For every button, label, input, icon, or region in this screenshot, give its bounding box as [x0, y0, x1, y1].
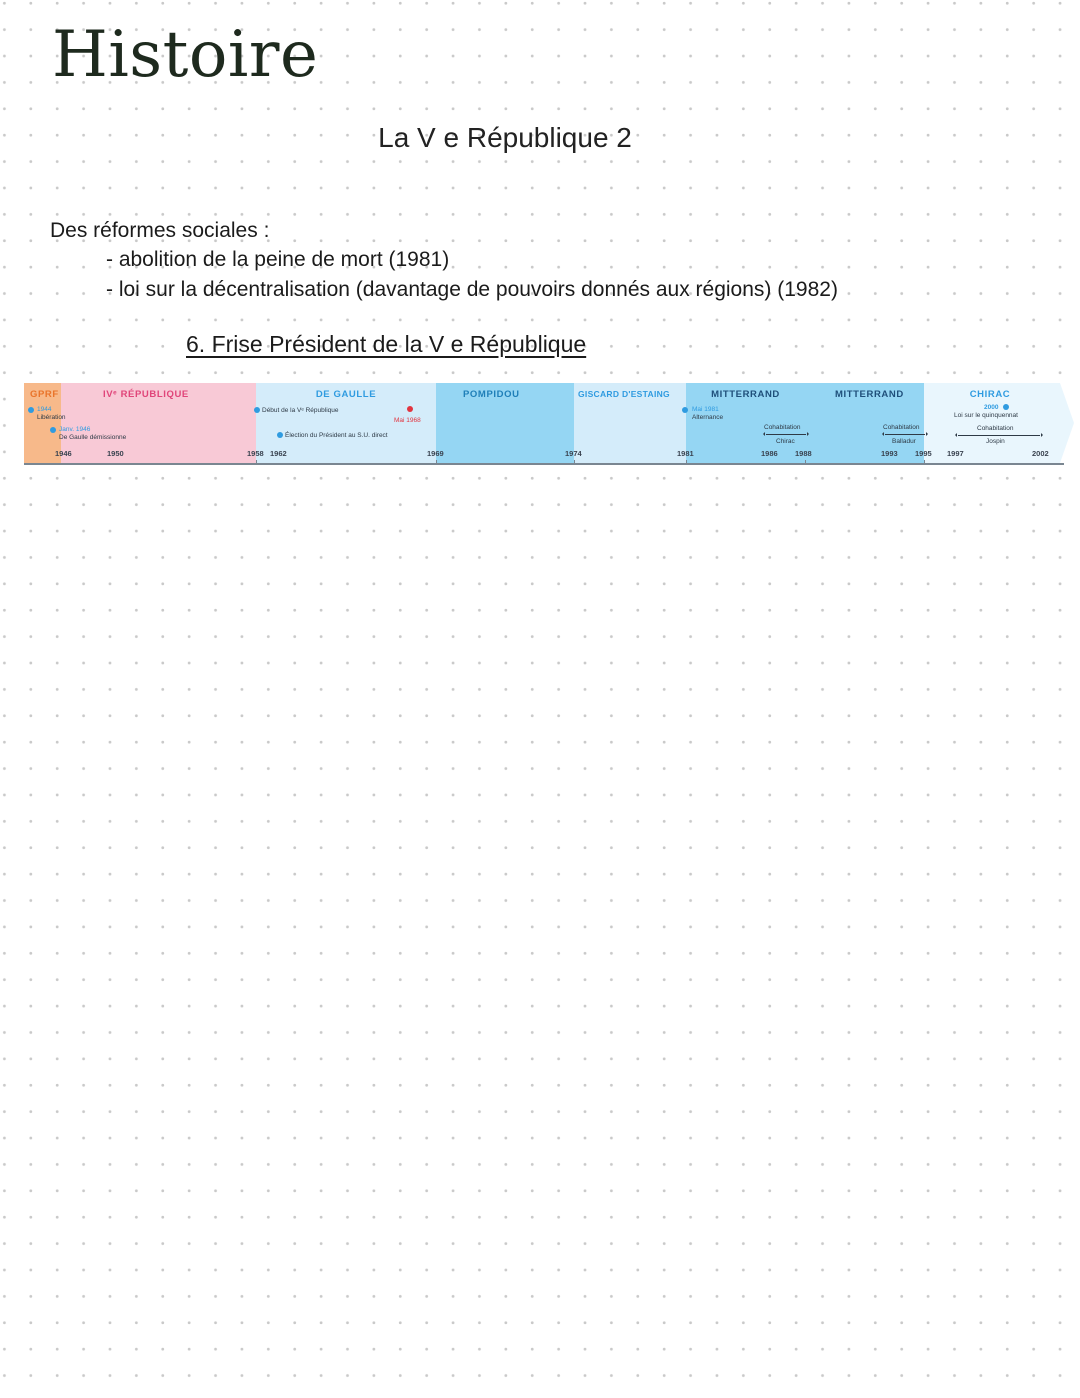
year-label: 1974 — [565, 449, 582, 458]
event-cohabitation-2-pm: Balladur — [892, 438, 916, 445]
presidents-timeline — [24, 383, 1064, 465]
era-label-pompidou: POMPIDOU — [463, 389, 520, 400]
era-label-mitterrand-2: MITTERRAND — [835, 389, 904, 400]
section-heading: Des réformes sociales : — [50, 219, 270, 242]
event-alternance: Alternance — [692, 414, 724, 421]
year-label: 1997 — [947, 449, 964, 458]
event-cohabitation-1: Cohabitation — [764, 424, 801, 431]
cohabitation-3-arrow — [958, 435, 1040, 436]
timeline-arrow-head — [1060, 383, 1074, 463]
event-liberation: Libération — [37, 414, 66, 421]
event-dot — [50, 427, 56, 433]
year-tick — [686, 460, 687, 465]
frise-heading: 6. Frise Président de la V e République — [186, 331, 587, 357]
year-label: 1958 — [247, 449, 264, 458]
year-label: 1946 — [55, 449, 72, 458]
event-cohabitation-2: Cohabitation — [883, 424, 920, 431]
era-ive-republique — [61, 383, 256, 463]
year-label: 1962 — [270, 449, 287, 458]
list-item: - loi sur la décentralisation (davantage de pouvoirs donnés aux régions) (1982) — [106, 278, 838, 301]
event-cohabitation-3: Cohabitation — [977, 425, 1014, 432]
era-mitterrand-1 — [686, 383, 805, 463]
event-dot — [254, 407, 260, 413]
era-label-mitterrand-1: MITTERRAND — [711, 389, 780, 400]
year-label: 1986 — [761, 449, 778, 458]
event-quinquennat: Loi sur le quinquennat — [954, 412, 1018, 419]
year-label: 1969 — [427, 449, 444, 458]
event-debut-ve: Début de la Vᵉ République — [262, 407, 339, 414]
era-pompidou — [436, 383, 574, 463]
event-mai-1981: Mai 1981 — [692, 406, 719, 413]
event-liberation-year: 1944 — [37, 406, 52, 413]
list-item: - abolition de la peine de mort (1981) — [106, 248, 450, 271]
era-giscard — [574, 383, 686, 463]
year-label: 1950 — [107, 449, 124, 458]
event-mai-1968: Mai 1968 — [394, 417, 421, 424]
era-label-giscard: GISCARD D'ESTAING — [578, 389, 670, 399]
mai-68-star-icon — [407, 406, 413, 412]
year-label: 1993 — [881, 449, 898, 458]
event-dot — [28, 407, 34, 413]
event-dot — [682, 407, 688, 413]
year-label: 2002 — [1032, 449, 1049, 458]
cohabitation-1-arrow — [766, 434, 806, 435]
cohabitation-2-arrow — [885, 434, 925, 435]
year-label: 1981 — [677, 449, 694, 458]
year-tick — [924, 460, 925, 465]
document-subtitle: La V e République 2 — [378, 122, 632, 153]
era-label-de-gaulle: DE GAULLE — [315, 389, 377, 400]
year-label: 1995 — [915, 449, 932, 458]
event-cohabitation-1-pm: Chirac — [776, 438, 795, 445]
era-label-ive: IVᵉ RÉPUBLIQUE — [103, 389, 189, 400]
year-tick — [436, 460, 437, 465]
event-dot — [277, 432, 283, 438]
page-title: Histoire — [52, 18, 319, 92]
event-jan-1946: Janv. 1946 — [59, 426, 91, 433]
event-dot — [1003, 404, 1009, 410]
era-mitterrand-2 — [805, 383, 924, 463]
event-year-2000: 2000 — [984, 404, 999, 411]
era-label-chirac: CHIRAC — [969, 389, 1011, 400]
year-tick — [805, 460, 806, 465]
event-de-gaulle-resigns: De Gaulle démissionne — [59, 434, 127, 441]
event-cohabitation-3-pm: Jospin — [986, 438, 1005, 445]
year-tick — [574, 460, 575, 465]
era-label-gprf: GPRF — [30, 389, 59, 400]
year-tick — [256, 460, 257, 465]
event-election-su: Élection du Président au S.U. direct — [285, 432, 388, 439]
year-label: 1988 — [795, 449, 812, 458]
